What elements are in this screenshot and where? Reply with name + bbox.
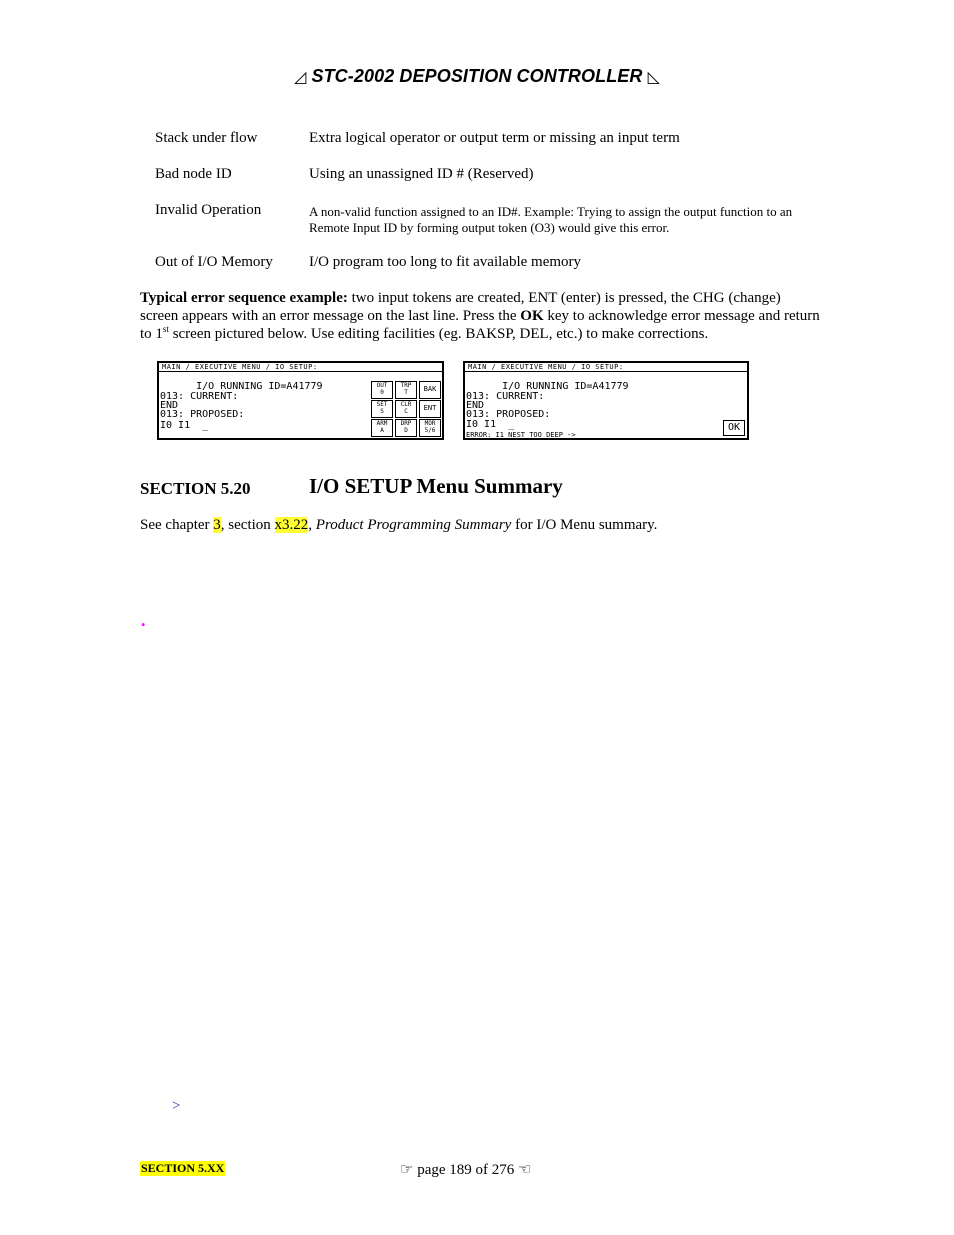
section-label: SECTION 5.20 <box>140 479 251 498</box>
lcd-line: I0 I1 _ <box>466 419 515 430</box>
section-text: , section <box>220 517 275 533</box>
lcd-line: I/O RUNNING ID=A41779 <box>466 381 629 392</box>
error-definition: I/O program too long to fit available memory <box>309 254 582 270</box>
section-text: for I/O Menu summary. <box>511 517 658 533</box>
lcd-line: 013: PROPOSED: <box>466 409 551 420</box>
error-definition: Extra logical operator or output term or missing an input term <box>309 130 680 146</box>
clr-key[interactable]: CLR C <box>395 400 417 418</box>
lcd-line: I0 I1 _ <box>160 420 209 431</box>
right-decoration-icon: ◺ <box>647 69 661 86</box>
stray-marker: > <box>172 1098 181 1114</box>
left-decoration-icon: ◿ <box>293 69 307 86</box>
example-paragraph <box>140 289 820 343</box>
footer-section: SECTION 5.XX <box>141 1161 225 1175</box>
section-title: I/O SETUP Menu Summary <box>309 474 563 498</box>
lcd-screen-2 <box>463 361 749 440</box>
trp-key[interactable]: TRP T <box>395 381 417 399</box>
section-text: , <box>308 517 316 533</box>
lcd-line: END <box>160 400 179 411</box>
error-definition: A non-valid function assigned to an ID#. Example: Trying to assign the output function to an Remote Input ID by forming output token (O3) would give this error. <box>309 204 793 235</box>
header-title: STC-2002 DEPOSITION CONTROLLER <box>311 66 643 86</box>
lcd-line: 013: PROPOSED: <box>160 409 245 420</box>
error-term: Stack under flow <box>155 130 258 146</box>
example-text: two input tokens are created, ENT (enter) is pressed, the CHG (change) screen appears with an error message on the last line. Press the <box>140 290 781 324</box>
example-text: key to acknowledge error message and return to 1 <box>140 308 820 342</box>
error-term: Out of I/O Memory <box>155 254 273 270</box>
section-text: See chapter <box>140 517 214 533</box>
arm-key[interactable]: ARM A <box>371 419 393 437</box>
section-link[interactable]: x3.22 <box>274 517 309 533</box>
chapter-link[interactable]: 3 <box>213 517 221 533</box>
mor-key[interactable]: MOR 5/6 <box>419 419 441 437</box>
stray-dot: . <box>141 610 146 630</box>
out-key[interactable]: OUT 0 <box>371 381 393 399</box>
example-text: screen pictured below. Use editing facilities (eg. BAKSP, DEL, etc.) to make corrections. <box>168 326 709 342</box>
lcd-line: 013: CURRENT: <box>466 391 545 402</box>
example-lead: Typical error sequence example: <box>140 290 348 306</box>
lcd-line: I/O RUNNING ID=A41779 <box>160 381 323 392</box>
lcd-line: 013: CURRENT: <box>160 391 239 402</box>
ok-button[interactable]: OK <box>723 420 745 436</box>
error-definition: Using an unassigned ID # (Reserved) <box>309 166 534 182</box>
ent-key[interactable]: ENT <box>419 400 441 418</box>
page-header <box>0 66 954 87</box>
footer-page-number: ☞ page 189 of 276 ☜ <box>400 1162 532 1178</box>
error-term: Invalid Operation <box>155 202 262 218</box>
set-key[interactable]: SET S <box>371 400 393 418</box>
lcd-line: END <box>466 400 485 411</box>
drp-key[interactable]: DRP D <box>395 419 417 437</box>
bak-key[interactable]: BAK <box>419 381 441 399</box>
ordinal-superscript: st <box>162 324 169 334</box>
lcd-title-bar: MAIN / EXECUTIVE MENU / IO SETUP: <box>159 363 442 372</box>
italic-reference: Product Programming Summary <box>315 517 512 533</box>
ok-keyword: OK <box>520 308 544 324</box>
lcd-error-line: ERROR: I1 NEST TOO DEEP -> <box>466 431 576 439</box>
lcd-screen-1 <box>157 361 444 440</box>
section-paragraph <box>140 516 820 534</box>
error-term: Bad node ID <box>155 166 232 182</box>
lcd-title-bar: MAIN / EXECUTIVE MENU / IO SETUP: <box>465 363 747 372</box>
